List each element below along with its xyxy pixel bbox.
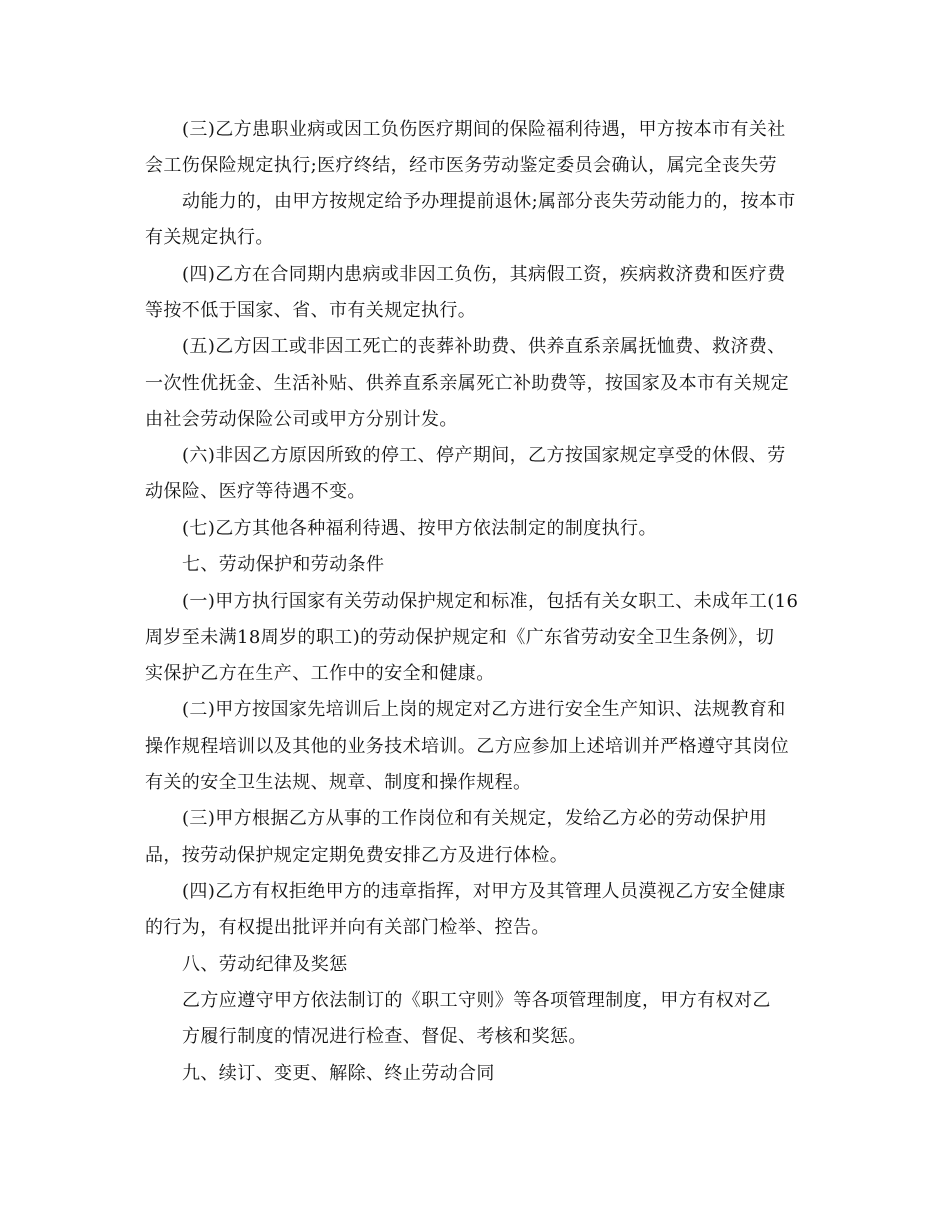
text-line: 动能力的，由甲方按规定给予办理提前退休;属部分丧失劳动能力的，按本市 — [182, 191, 796, 212]
text-line: (五)乙方因工或非因工死亡的丧葬补助费、供养直系亲属抚恤费、救济费、 — [182, 336, 786, 357]
text-line: 操作规程培训以及其他的业务技术培训。乙方应参加上述培训并严格遵守其岗位 — [145, 736, 789, 757]
text-line: 的行为，有权提出批评并向有关部门检举、控告。 — [145, 917, 550, 938]
text-line: 有关的安全卫生法规、规章、制度和操作规程。 — [145, 772, 532, 793]
text-line: 品，按劳动保护规定定期免费安排乙方及进行体检。 — [145, 845, 569, 866]
section-heading: 七、劳动保护和劳动条件 — [182, 554, 385, 575]
text-line: 乙方应遵守甲方依法制订的《职工守则》等各项管理制度，甲方有权对乙 — [182, 990, 771, 1011]
text-line: (一)甲方执行国家有关劳动保护规定和标准，包括有关女职工、未成年工(16 — [182, 591, 799, 612]
text-line: (四)乙方在合同期内患病或非因工负伤，其病假工资，疾病救济费和医疗费 — [182, 264, 786, 285]
text-line: 一次性优抚金、生活补贴、供养直系亲属死亡补助费等，按国家及本市有关规定 — [145, 373, 789, 394]
text-line: (二)甲方按国家先培训后上岗的规定对乙方进行安全生产知识、法规教育和 — [182, 699, 786, 720]
text-line: 方履行制度的情况进行检查、督促、考核和奖惩。 — [182, 1026, 587, 1047]
text-line: 有关规定执行。 — [145, 227, 274, 248]
text-line: 由社会劳动保险公司或甲方分别计发。 — [145, 409, 458, 430]
text-line: (六)非因乙方原因所致的停工、停产期间，乙方按国家规定享受的休假、劳 — [182, 445, 786, 466]
text-line: (三)甲方根据乙方从事的工作岗位和有关规定，发给乙方必的劳动保护用 — [182, 808, 768, 829]
text-line: 实保护乙方在生产、工作中的安全和健康。 — [145, 663, 495, 684]
text-line: 等按不低于国家、省、市有关规定执行。 — [145, 300, 477, 321]
text-line: (七)乙方其他各种福利待遇、按甲方依法制定的制度执行。 — [182, 518, 657, 539]
text-line: (四)乙方有权拒绝甲方的违章指挥，对甲方及其管理人员漠视乙方安全健康 — [182, 881, 786, 902]
text-line: 周岁至未满18周岁的职工)的劳动保护规定和《广东省劳动安全卫生条例》，切 — [145, 627, 775, 648]
section-heading: 九、续订、变更、解除、终止劳动合同 — [182, 1063, 495, 1084]
text-line: (三)乙方患职业病或因工负伤医疗期间的保险福利待遇，甲方按本市有关社 — [182, 119, 786, 140]
text-line: 会工伤保险规定执行;医疗终结，经市医务劳动鉴定委员会确认，属完全丧失劳 — [145, 155, 778, 176]
text-line: 动保险、医疗等待遇不变。 — [145, 481, 366, 502]
section-heading: 八、劳动纪律及奖惩 — [182, 954, 348, 975]
